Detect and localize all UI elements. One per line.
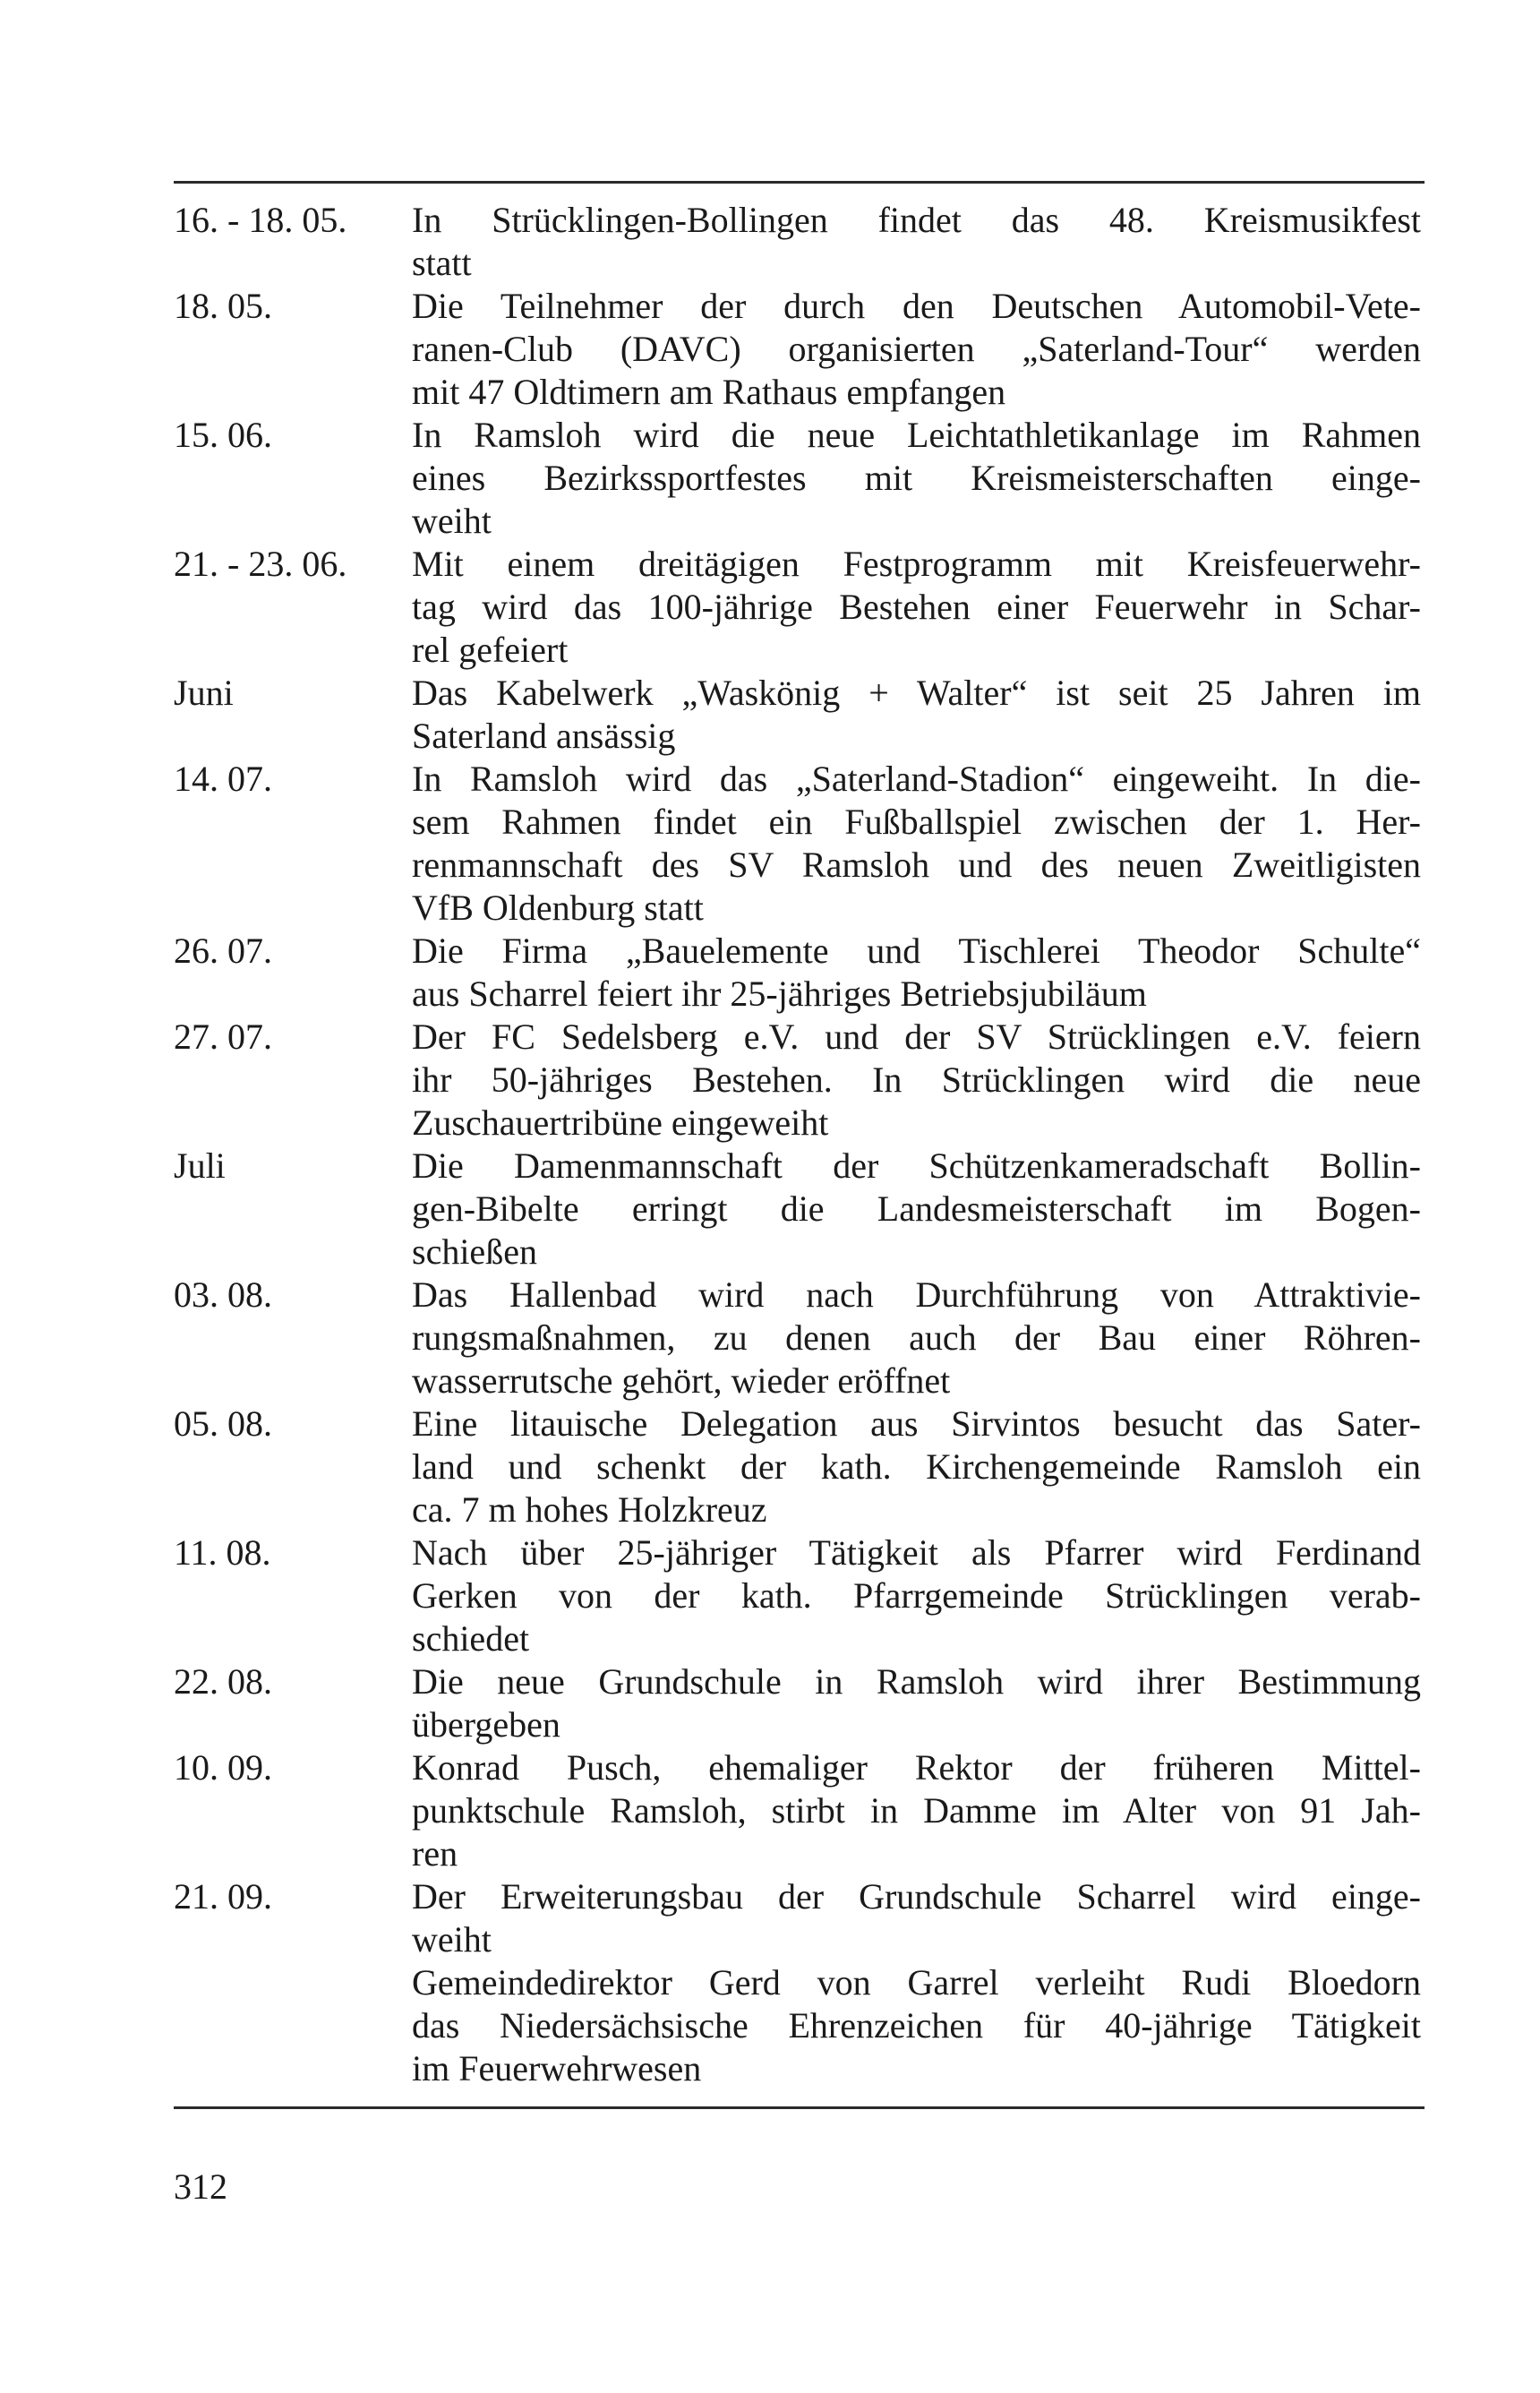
entry-text-line: ren: [412, 1833, 458, 1874]
entry-text-line: Die neue Grundschule in Ramsloh wird ihrer Bestimmung: [412, 1661, 1421, 1702]
entry-text: [412, 758, 1421, 930]
entry-text-line: Die Damenmannschaft der Schützenkameradschaft Bollin-: [412, 1145, 1421, 1186]
entry-date: 22. 08.: [174, 1661, 272, 1702]
entry-date: 21. - 23. 06.: [174, 544, 347, 584]
entry-text-line: Die Firma „Bauelemente und Tischlerei Theodor Schulte“: [412, 931, 1421, 971]
entry-text-line: land und schenkt der kath. Kirchengemeinde Ramsloh ein: [412, 1446, 1421, 1487]
entry-date: 26. 07.: [174, 931, 272, 971]
entry-text-line: In Ramsloh wird die neue Leichtathletikanlage im Rahmen: [412, 415, 1421, 455]
entry-date: 27. 07.: [174, 1016, 272, 1057]
entry-text: [412, 1875, 1421, 1961]
chronicle-entry: [174, 1274, 1427, 1402]
entry-text-line: sem Rahmen findet ein Fußballspiel zwischen der 1. Her-: [412, 802, 1421, 842]
entry-text-line: Eine litauische Delegation aus Sirvintos besucht das Sater-: [412, 1403, 1421, 1444]
chronicle-entry: [174, 1660, 1427, 1746]
entry-text-line: Die Teilnehmer der durch den Deutschen Automobil-Vete-: [412, 286, 1421, 326]
entry-text-line: Nach über 25-jähriger Tätigkeit als Pfarrer wird Ferdinand: [412, 1532, 1421, 1573]
chronicle-entry: [174, 543, 1427, 672]
entry-text-line: schießen: [412, 1231, 537, 1272]
entry-text-line: ca. 7 m hohes Holzkreuz: [412, 1489, 767, 1530]
entry-text-line: im Feuerwehrwesen: [412, 2048, 702, 2089]
entry-text: [412, 1746, 1421, 1875]
entry-date: Juli: [174, 1145, 226, 1186]
entry-text-line: Der Erweiterungsbau der Grundschule Scharrel wird einge-: [412, 1876, 1421, 1917]
entry-text-line: statt: [412, 243, 472, 283]
entry-date: 11. 08.: [174, 1532, 271, 1573]
entry-text: [412, 1531, 1421, 1660]
entry-text-line: rungsmaßnahmen, zu denen auch der Bau einer Röhren-: [412, 1317, 1421, 1358]
entry-text-line: Gerken von der kath. Pfarrgemeinde Strücklingen verab-: [412, 1575, 1421, 1616]
entry-text-line: tag wird das 100-jährige Bestehen einer Feuerwehr in Schar-: [412, 587, 1421, 627]
entry-text: [412, 1961, 1421, 2090]
entry-text-line: weiht: [412, 1919, 492, 1960]
chronicle-entry: [174, 930, 1427, 1016]
entry-text-line: ihr 50-jähriges Bestehen. In Strücklingen wird die neue: [412, 1059, 1421, 1100]
entry-text: [412, 672, 1421, 758]
entry-text: [412, 1402, 1421, 1531]
entry-date: 05. 08.: [174, 1403, 272, 1444]
chronicle-entry: [174, 1402, 1427, 1531]
chronicle-entry: [174, 285, 1427, 414]
entry-date: 21. 09.: [174, 1876, 272, 1917]
entry-text-line: eines Bezirkssportfestes mit Kreismeisterschaften einge-: [412, 458, 1421, 498]
chronicle-entry: [174, 1145, 1427, 1274]
entry-text-line: übergeben: [412, 1704, 560, 1745]
chronicle-entry: [174, 758, 1427, 930]
entry-text: [412, 543, 1421, 672]
entry-text: [412, 285, 1421, 414]
entry-text: [412, 1145, 1421, 1274]
entry-date: 15. 06.: [174, 415, 272, 455]
entry-text-line: das Niedersächsische Ehrenzeichen für 40-jährige Tätigkeit: [412, 2005, 1421, 2046]
entry-text-line: schiedet: [412, 1618, 530, 1659]
entry-text-line: Zuschauertribüne eingeweiht: [412, 1102, 829, 1143]
chronicle-entry: [174, 1531, 1427, 1660]
entry-text-line: aus Scharrel feiert ihr 25-jähriges Betriebsjubiläum: [412, 973, 1147, 1014]
entry-date: Juni: [174, 673, 234, 713]
entry-text-line: mit 47 Oldtimern am Rathaus empfangen: [412, 372, 1006, 412]
chronicle-entry: [174, 1875, 1427, 1961]
entry-text-line: In Ramsloh wird das „Saterland-Stadion“ eingeweiht. In die-: [412, 759, 1421, 799]
entry-text-line: wasserrutsche gehört, wieder eröffnet: [412, 1360, 951, 1401]
chronicle-entry: [174, 672, 1427, 758]
chronicle-entry: [174, 414, 1427, 543]
entry-text-line: rel gefeiert: [412, 630, 569, 670]
entry-text: [412, 1016, 1421, 1145]
entry-text-line: ranen-Club (DAVC) organisierten „Saterland-Tour“ werden: [412, 329, 1421, 369]
entry-text-line: gen-Bibelte erringt die Landesmeisterschaft im Bogen-: [412, 1188, 1421, 1229]
chronicle-entries: [174, 199, 1427, 2090]
entry-text-line: punktschule Ramsloh, stirbt in Damme im Alter von 91 Jah-: [412, 1790, 1421, 1831]
chronicle-entry: [174, 1016, 1427, 1145]
top-rule: [174, 181, 1424, 184]
entry-text-line: Das Hallenbad wird nach Durchführung von Attraktivie-: [412, 1274, 1421, 1315]
chronicle-entry: [174, 1961, 1427, 2090]
entry-text-line: Der FC Sedelsberg e.V. und der SV Strücklingen e.V. feiern: [412, 1016, 1421, 1057]
entry-text: [412, 930, 1421, 1016]
entry-text-line: Mit einem dreitägigen Festprogramm mit Kreisfeuerwehr-: [412, 544, 1421, 584]
bottom-rule: [174, 2106, 1424, 2109]
chronicle-entry: [174, 1746, 1427, 1875]
entry-date: 10. 09.: [174, 1747, 272, 1788]
entry-text: [412, 414, 1421, 543]
entry-date: 16. - 18. 05.: [174, 200, 347, 240]
entry-date: 03. 08.: [174, 1274, 272, 1315]
entry-text-line: Saterland ansässig: [412, 716, 676, 756]
entry-text-line: VfB Oldenburg statt: [412, 888, 704, 928]
entry-text: [412, 1274, 1421, 1402]
entry-date: 14. 07.: [174, 759, 272, 799]
entry-text-line: renmannschaft des SV Ramsloh und des neuen Zweitligisten: [412, 845, 1421, 885]
entry-text-line: Das Kabelwerk „Waskönig + Walter“ ist seit 25 Jahren im: [412, 673, 1421, 713]
entry-text: [412, 199, 1421, 285]
entry-text-line: Gemeindedirektor Gerd von Garrel verleiht Rudi Bloedorn: [412, 1962, 1421, 2003]
page-number: 312: [174, 2166, 227, 2207]
entry-text-line: In Strücklingen-Bollingen findet das 48. Kreismusikfest: [412, 200, 1421, 240]
entry-text-line: weiht: [412, 501, 492, 541]
entry-text: [412, 1660, 1421, 1746]
chronicle-entry: [174, 199, 1427, 285]
entry-text-line: Konrad Pusch, ehemaliger Rektor der früheren Mittel-: [412, 1747, 1421, 1788]
entry-date: 18. 05.: [174, 286, 272, 326]
